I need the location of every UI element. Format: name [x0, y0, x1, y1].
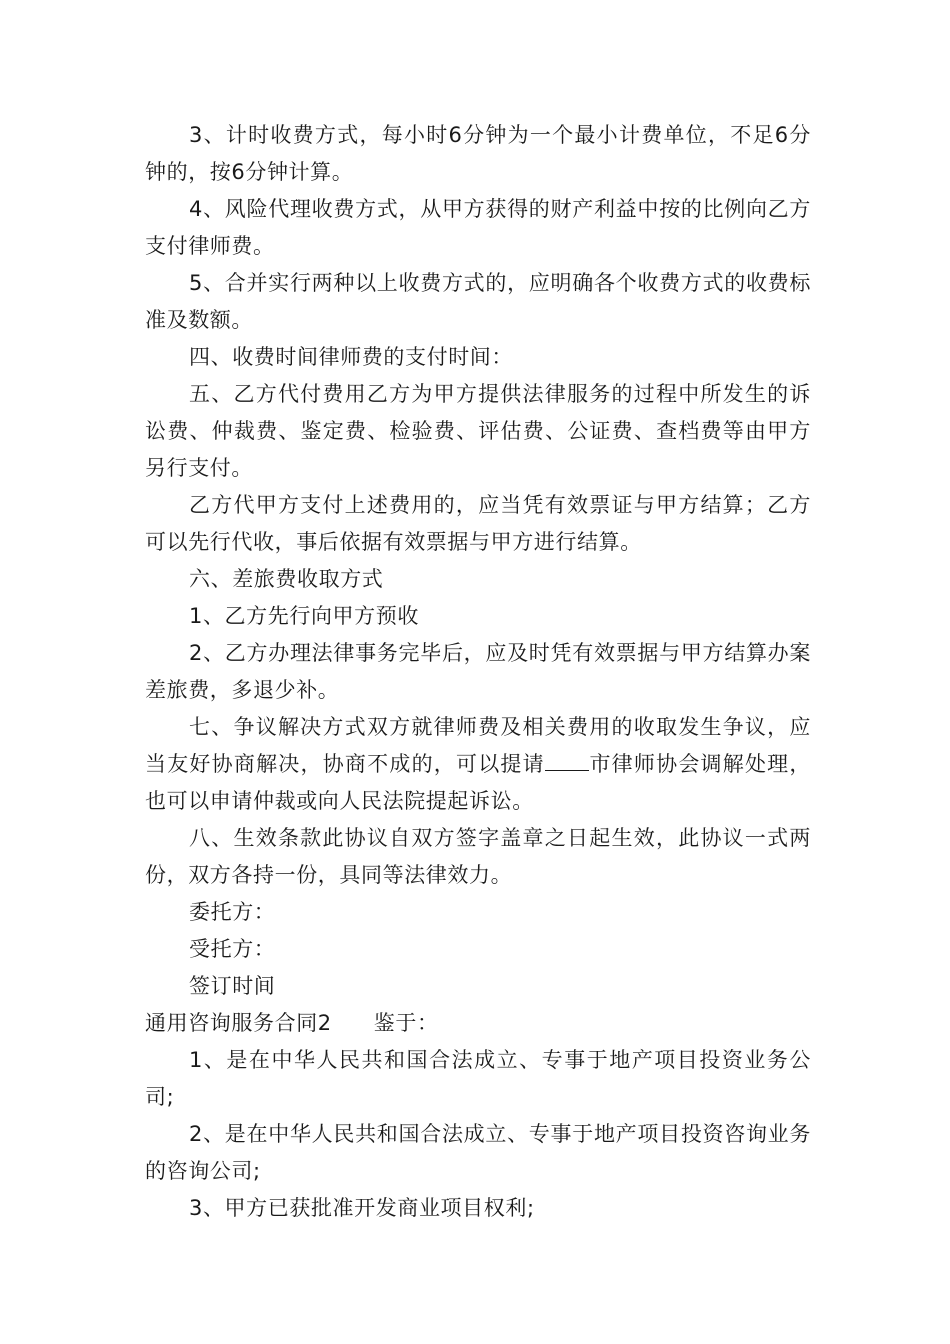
heading-travel-expenses: 六、差旅费收取方式: [189, 567, 384, 591]
whereas-label: 鉴于：: [373, 1011, 439, 1035]
agent-label: 受托方：: [189, 937, 276, 961]
whereas-item-2: 2、是在中华人民共和国合法成立、专事于地产项目投资咨询业务的咨询公司;: [145, 1122, 811, 1183]
dispute-text-after: 市律师协会调解处理，也可以申请仲裁或向人民法院提起诉讼。: [145, 752, 811, 813]
document-page: [145, 117, 811, 1227]
principal-label: 委托方：: [189, 900, 276, 924]
heading-payment-time: 四、收费时间律师费的支付时间：: [189, 345, 513, 369]
paragraph-combined-fee: 5、合并实行两种以上收费方式的，应明确各个收费方式的收费标准及数额。: [145, 271, 811, 332]
whereas-item-3: 3、甲方已获批准开发商业项目权利;: [189, 1196, 535, 1220]
paragraph-hourly-fee: 3、计时收费方式，每小时6分钟为一个最小计费单位，不足6分钟的，按6分钟计算。: [145, 123, 811, 184]
paragraph-travel-settlement: 2、乙方办理法律事务完毕后，应及时凭有效票据与甲方结算办案差旅费，多退少补。: [145, 641, 811, 702]
paragraph-settlement: 乙方代甲方支付上述费用的，应当凭有效票证与甲方结算；乙方可以先行代收，事后依据有效票据与甲方进行结算。: [145, 493, 811, 554]
paragraph-advance-costs: 五、乙方代付费用乙方为甲方提供法律服务的过程中所发生的诉讼费、仲裁费、鉴定费、检验费、评估费、公证费、查档费等由甲方另行支付。: [145, 382, 811, 480]
sign-date-label: 签订时间: [189, 974, 276, 998]
dispute-text-before: 七、争议解决方式双方就律师费及相关费用的收取发生争议，应当友好协商解决，协商不成的，可以提请: [145, 715, 811, 776]
paragraph-effect-clause: 八、生效条款此协议自双方签字盖章之日起生效，此协议一式两份，双方各持一份，具同等法律效力。: [145, 826, 811, 887]
paragraph-dispute-resolution: [145, 709, 811, 820]
contract-2-heading: [145, 1005, 811, 1042]
blank-fill-line: [545, 746, 589, 771]
paragraph-travel-prepay: 1、乙方先行向甲方预收: [189, 604, 419, 628]
contract-2-title: 通用咨询服务合同2: [145, 1011, 332, 1035]
whereas-item-1: 1、是在中华人民共和国合法成立、专事于地产项目投资业务公司;: [145, 1048, 811, 1109]
paragraph-risk-agency-fee: 4、风险代理收费方式，从甲方获得的财产利益中按的比例向乙方支付律师费。: [145, 197, 811, 258]
